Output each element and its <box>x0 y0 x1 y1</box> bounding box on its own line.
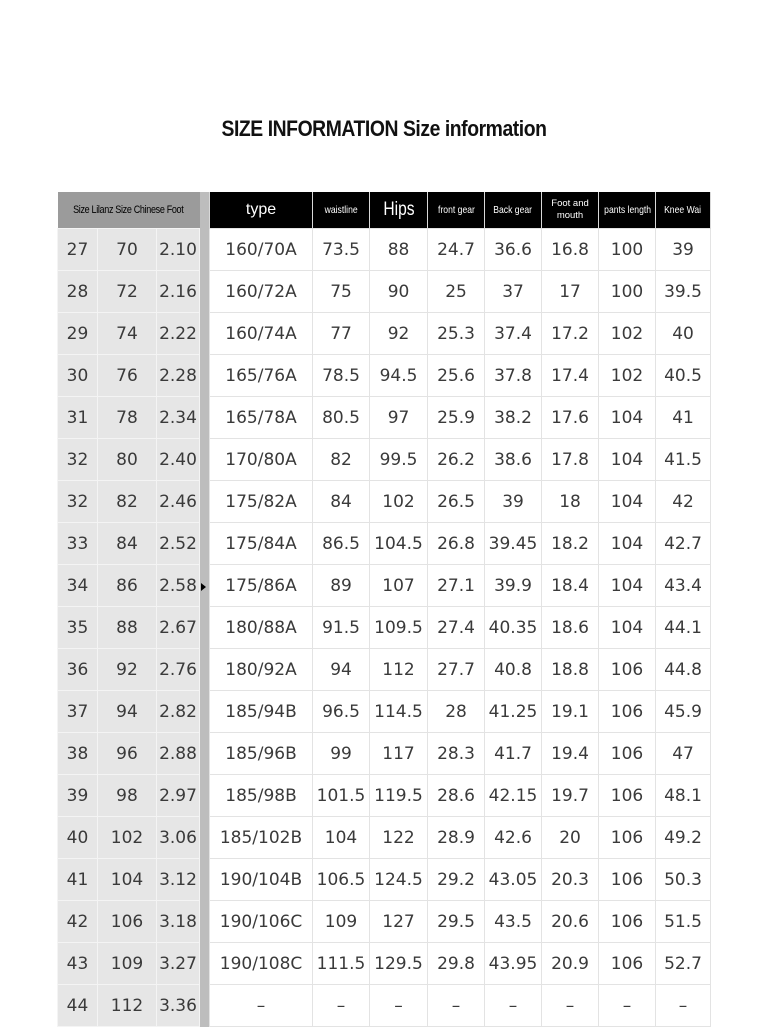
column-separator <box>200 985 210 1027</box>
table-row <box>58 481 711 523</box>
chinese-foot-cell: 2.34 <box>157 397 200 439</box>
chinese-foot-cell: 2.16 <box>157 271 200 313</box>
front-gear-cell: 28.9 <box>428 817 485 859</box>
hips-cell: 117 <box>370 733 428 775</box>
table-row <box>58 439 711 481</box>
back-gear-cell: 42.15 <box>485 775 542 817</box>
column-separator <box>200 943 210 985</box>
waistline-cell: 78.5 <box>313 355 370 397</box>
back-gear-cell: 40.35 <box>485 607 542 649</box>
back-gear-cell: 36.6 <box>485 229 542 271</box>
front-gear-cell: 26.8 <box>428 523 485 565</box>
size-cell: 34 <box>58 565 98 607</box>
lilanz-size-cell: 96 <box>98 733 157 775</box>
knee-cell: 44.8 <box>656 649 711 691</box>
foot-mouth-cell: – <box>542 985 599 1027</box>
knee-cell: 50.3 <box>656 859 711 901</box>
pants-length-cell: 104 <box>599 607 656 649</box>
lilanz-size-cell: 92 <box>98 649 157 691</box>
lilanz-size-cell: 112 <box>98 985 157 1027</box>
foot-mouth-cell: 18.4 <box>542 565 599 607</box>
chinese-foot-cell: 2.88 <box>157 733 200 775</box>
pants-length-cell: 102 <box>599 313 656 355</box>
back-gear-cell: 37.8 <box>485 355 542 397</box>
chinese-foot-cell: 2.46 <box>157 481 200 523</box>
size-cell: 28 <box>58 271 98 313</box>
type-header: type <box>210 192 313 229</box>
front-gear-cell: – <box>428 985 485 1027</box>
pants-length-cell: 106 <box>599 901 656 943</box>
hips-cell: 109.5 <box>370 607 428 649</box>
size-cell: 41 <box>58 859 98 901</box>
type-cell: 160/74A <box>210 313 313 355</box>
table-row <box>58 355 711 397</box>
table-row <box>58 397 711 439</box>
knee-cell: 39.5 <box>656 271 711 313</box>
lilanz-size-cell: 72 <box>98 271 157 313</box>
hips-cell: 88 <box>370 229 428 271</box>
knee-cell: 43.4 <box>656 565 711 607</box>
table-row <box>58 229 711 271</box>
pants-length-cell: 106 <box>599 943 656 985</box>
chinese-foot-cell: 2.67 <box>157 607 200 649</box>
type-cell: 190/104B <box>210 859 313 901</box>
chinese-foot-cell: 2.82 <box>157 691 200 733</box>
waistline-cell: 86.5 <box>313 523 370 565</box>
pants-length-header: pants length <box>599 192 656 229</box>
chinese-foot-cell: 2.28 <box>157 355 200 397</box>
lilanz-size-cell: 102 <box>98 817 157 859</box>
lilanz-size-cell: 70 <box>98 229 157 271</box>
back-gear-cell: 42.6 <box>485 817 542 859</box>
type-cell: 190/106C <box>210 901 313 943</box>
size-cell: 39 <box>58 775 98 817</box>
column-separator <box>200 397 210 439</box>
column-separator <box>200 439 210 481</box>
pants-length-cell: 104 <box>599 565 656 607</box>
hips-cell: 94.5 <box>370 355 428 397</box>
foot-mouth-cell: 18 <box>542 481 599 523</box>
back-gear-cell: 37 <box>485 271 542 313</box>
hips-cell: 127 <box>370 901 428 943</box>
lilanz-size-cell: 86 <box>98 565 157 607</box>
size-columns-header: Size Lilanz Size Chinese Foot <box>58 192 200 229</box>
column-separator <box>200 192 210 229</box>
size-cell: 37 <box>58 691 98 733</box>
hips-cell: 99.5 <box>370 439 428 481</box>
lilanz-size-cell: 98 <box>98 775 157 817</box>
back-gear-cell: 43.95 <box>485 943 542 985</box>
chinese-foot-cell: 3.18 <box>157 901 200 943</box>
type-cell: 175/86A <box>210 565 313 607</box>
type-cell: 180/88A <box>210 607 313 649</box>
type-cell: 185/98B <box>210 775 313 817</box>
size-cell: 32 <box>58 439 98 481</box>
back-gear-cell: 39 <box>485 481 542 523</box>
type-cell: 185/94B <box>210 691 313 733</box>
knee-cell: 42.7 <box>656 523 711 565</box>
size-table <box>57 192 711 1027</box>
pants-length-cell: 106 <box>599 649 656 691</box>
column-separator <box>200 313 210 355</box>
hips-cell: 90 <box>370 271 428 313</box>
waistline-cell: 91.5 <box>313 607 370 649</box>
back-gear-cell: 40.8 <box>485 649 542 691</box>
front-gear-cell: 27.1 <box>428 565 485 607</box>
foot-mouth-cell: 18.2 <box>542 523 599 565</box>
back-gear-cell: 43.5 <box>485 901 542 943</box>
pants-length-cell: 100 <box>599 271 656 313</box>
waistline-cell: 84 <box>313 481 370 523</box>
hips-cell: 119.5 <box>370 775 428 817</box>
back-gear-cell: 38.6 <box>485 439 542 481</box>
pants-length-cell: 104 <box>599 481 656 523</box>
foot-mouth-cell: 18.8 <box>542 649 599 691</box>
lilanz-size-cell: 84 <box>98 523 157 565</box>
foot-mouth-cell: 20.6 <box>542 901 599 943</box>
pants-length-cell: 106 <box>599 859 656 901</box>
foot-mouth-cell: 20.3 <box>542 859 599 901</box>
lilanz-size-cell: 104 <box>98 859 157 901</box>
foot-mouth-cell: 19.7 <box>542 775 599 817</box>
waistline-cell: 73.5 <box>313 229 370 271</box>
page-title: SIZE INFORMATION Size information <box>221 116 547 141</box>
lilanz-size-cell: 80 <box>98 439 157 481</box>
column-separator <box>200 355 210 397</box>
column-separator <box>200 271 210 313</box>
front-gear-cell: 28.3 <box>428 733 485 775</box>
front-gear-cell: 24.7 <box>428 229 485 271</box>
knee-cell: 40 <box>656 313 711 355</box>
lilanz-size-cell: 94 <box>98 691 157 733</box>
back-gear-cell: 41.7 <box>485 733 542 775</box>
knee-cell: 40.5 <box>656 355 711 397</box>
knee-cell: 41.5 <box>656 439 711 481</box>
size-cell: 44 <box>58 985 98 1027</box>
table-row <box>58 271 711 313</box>
foot-mouth-cell: 20 <box>542 817 599 859</box>
chinese-foot-cell: 2.40 <box>157 439 200 481</box>
front-gear-cell: 27.4 <box>428 607 485 649</box>
table-row <box>58 775 711 817</box>
size-cell: 32 <box>58 481 98 523</box>
chinese-foot-cell: 3.36 <box>157 985 200 1027</box>
column-separator <box>200 775 210 817</box>
lilanz-size-cell: 109 <box>98 943 157 985</box>
hips-cell: – <box>370 985 428 1027</box>
column-separator <box>200 691 210 733</box>
lilanz-size-cell: 82 <box>98 481 157 523</box>
chinese-foot-cell: 2.76 <box>157 649 200 691</box>
knee-cell: – <box>656 985 711 1027</box>
waistline-cell: 106.5 <box>313 859 370 901</box>
back-gear-cell: – <box>485 985 542 1027</box>
size-table-container <box>57 192 710 1027</box>
front-gear-header: front gear <box>428 192 485 229</box>
hips-cell: 92 <box>370 313 428 355</box>
lilanz-size-cell: 74 <box>98 313 157 355</box>
pants-length-cell: 106 <box>599 817 656 859</box>
front-gear-cell: 26.2 <box>428 439 485 481</box>
front-gear-cell: 29.8 <box>428 943 485 985</box>
foot-mouth-cell: 17.2 <box>542 313 599 355</box>
column-separator <box>200 859 210 901</box>
size-cell: 35 <box>58 607 98 649</box>
foot-mouth-cell: 17.4 <box>542 355 599 397</box>
front-gear-cell: 27.7 <box>428 649 485 691</box>
waistline-cell: 80.5 <box>313 397 370 439</box>
size-cell: 27 <box>58 229 98 271</box>
lilanz-size-cell: 78 <box>98 397 157 439</box>
knee-cell: 52.7 <box>656 943 711 985</box>
lilanz-size-cell: 106 <box>98 901 157 943</box>
hips-cell: 129.5 <box>370 943 428 985</box>
column-separator <box>200 607 210 649</box>
table-row <box>58 313 711 355</box>
pants-length-cell: 106 <box>599 733 656 775</box>
column-separator <box>200 229 210 271</box>
table-row <box>58 691 711 733</box>
waistline-header: waistline <box>313 192 370 229</box>
size-cell: 31 <box>58 397 98 439</box>
column-separator <box>200 523 210 565</box>
lilanz-size-cell: 76 <box>98 355 157 397</box>
foot-mouth-cell: 19.1 <box>542 691 599 733</box>
back-gear-cell: 39.9 <box>485 565 542 607</box>
table-row <box>58 859 711 901</box>
pants-length-cell: 104 <box>599 523 656 565</box>
pants-length-cell: 100 <box>599 229 656 271</box>
type-cell: 160/72A <box>210 271 313 313</box>
waistline-cell: 99 <box>313 733 370 775</box>
foot-mouth-cell: 17.8 <box>542 439 599 481</box>
column-separator <box>200 733 210 775</box>
hips-header: Hips <box>370 192 428 229</box>
chinese-foot-cell: 2.97 <box>157 775 200 817</box>
knee-cell: 48.1 <box>656 775 711 817</box>
foot-mouth-header: Foot and mouth <box>542 192 599 229</box>
front-gear-cell: 29.5 <box>428 901 485 943</box>
front-gear-cell: 25.6 <box>428 355 485 397</box>
type-cell: 190/108C <box>210 943 313 985</box>
pants-length-cell: 106 <box>599 775 656 817</box>
hips-cell: 97 <box>370 397 428 439</box>
size-cell: 38 <box>58 733 98 775</box>
type-cell: 170/80A <box>210 439 313 481</box>
hips-cell: 102 <box>370 481 428 523</box>
foot-mouth-cell: 20.9 <box>542 943 599 985</box>
knee-cell: 41 <box>656 397 711 439</box>
foot-mouth-cell: 17.6 <box>542 397 599 439</box>
table-row <box>58 607 711 649</box>
knee-cell: 39 <box>656 229 711 271</box>
table-row <box>58 901 711 943</box>
column-separator <box>200 481 210 523</box>
waistline-cell: 111.5 <box>313 943 370 985</box>
column-separator <box>200 649 210 691</box>
knee-cell: 51.5 <box>656 901 711 943</box>
knee-header: Knee Wai <box>656 192 711 229</box>
knee-cell: 47 <box>656 733 711 775</box>
type-cell: 175/84A <box>210 523 313 565</box>
foot-mouth-cell: 19.4 <box>542 733 599 775</box>
waistline-cell: 104 <box>313 817 370 859</box>
table-row <box>58 985 711 1027</box>
waistline-cell: 89 <box>313 565 370 607</box>
chinese-foot-cell: 2.52 <box>157 523 200 565</box>
type-cell: 160/70A <box>210 229 313 271</box>
waistline-cell: 75 <box>313 271 370 313</box>
table-row <box>58 817 711 859</box>
waistline-cell: 96.5 <box>313 691 370 733</box>
back-gear-cell: 39.45 <box>485 523 542 565</box>
hips-cell: 114.5 <box>370 691 428 733</box>
size-cell: 29 <box>58 313 98 355</box>
type-cell: – <box>210 985 313 1027</box>
type-cell: 185/96B <box>210 733 313 775</box>
size-cell: 36 <box>58 649 98 691</box>
back-gear-cell: 37.4 <box>485 313 542 355</box>
front-gear-cell: 25.9 <box>428 397 485 439</box>
front-gear-cell: 25.3 <box>428 313 485 355</box>
hips-cell: 104.5 <box>370 523 428 565</box>
pants-length-cell: 104 <box>599 439 656 481</box>
chinese-foot-cell: 3.27 <box>157 943 200 985</box>
type-cell: 180/92A <box>210 649 313 691</box>
waistline-cell: 82 <box>313 439 370 481</box>
type-cell: 185/102B <box>210 817 313 859</box>
type-cell: 165/78A <box>210 397 313 439</box>
hips-cell: 122 <box>370 817 428 859</box>
knee-cell: 42 <box>656 481 711 523</box>
front-gear-cell: 25 <box>428 271 485 313</box>
hips-cell: 112 <box>370 649 428 691</box>
row-marker-icon <box>201 583 206 591</box>
pants-length-cell: – <box>599 985 656 1027</box>
size-cell: 33 <box>58 523 98 565</box>
back-gear-header: Back gear <box>485 192 542 229</box>
waistline-cell: 109 <box>313 901 370 943</box>
table-row <box>58 565 711 607</box>
size-cell: 30 <box>58 355 98 397</box>
size-cell: 43 <box>58 943 98 985</box>
waistline-cell: 77 <box>313 313 370 355</box>
hips-cell: 124.5 <box>370 859 428 901</box>
front-gear-cell: 29.2 <box>428 859 485 901</box>
table-row <box>58 523 711 565</box>
back-gear-cell: 43.05 <box>485 859 542 901</box>
chinese-foot-cell: 3.06 <box>157 817 200 859</box>
foot-mouth-cell: 18.6 <box>542 607 599 649</box>
foot-mouth-cell: 17 <box>542 271 599 313</box>
waistline-cell: 101.5 <box>313 775 370 817</box>
knee-cell: 45.9 <box>656 691 711 733</box>
type-cell: 175/82A <box>210 481 313 523</box>
chinese-foot-cell: 2.22 <box>157 313 200 355</box>
chinese-foot-cell: 2.10 <box>157 229 200 271</box>
knee-cell: 44.1 <box>656 607 711 649</box>
chinese-foot-cell: 2.58 <box>157 565 200 607</box>
type-cell: 165/76A <box>210 355 313 397</box>
waistline-cell: – <box>313 985 370 1027</box>
front-gear-cell: 26.5 <box>428 481 485 523</box>
table-row <box>58 649 711 691</box>
hips-cell: 107 <box>370 565 428 607</box>
pants-length-cell: 104 <box>599 397 656 439</box>
chinese-foot-cell: 3.12 <box>157 859 200 901</box>
knee-cell: 49.2 <box>656 817 711 859</box>
front-gear-cell: 28 <box>428 691 485 733</box>
size-cell: 40 <box>58 817 98 859</box>
front-gear-cell: 28.6 <box>428 775 485 817</box>
back-gear-cell: 38.2 <box>485 397 542 439</box>
waistline-cell: 94 <box>313 649 370 691</box>
header-row <box>58 192 711 229</box>
size-cell: 42 <box>58 901 98 943</box>
size-table-body <box>58 229 711 1027</box>
back-gear-cell: 41.25 <box>485 691 542 733</box>
table-row <box>58 733 711 775</box>
pants-length-cell: 106 <box>599 691 656 733</box>
lilanz-size-cell: 88 <box>98 607 157 649</box>
pants-length-cell: 102 <box>599 355 656 397</box>
column-separator <box>200 901 210 943</box>
foot-mouth-cell: 16.8 <box>542 229 599 271</box>
table-row <box>58 943 711 985</box>
column-separator <box>200 817 210 859</box>
